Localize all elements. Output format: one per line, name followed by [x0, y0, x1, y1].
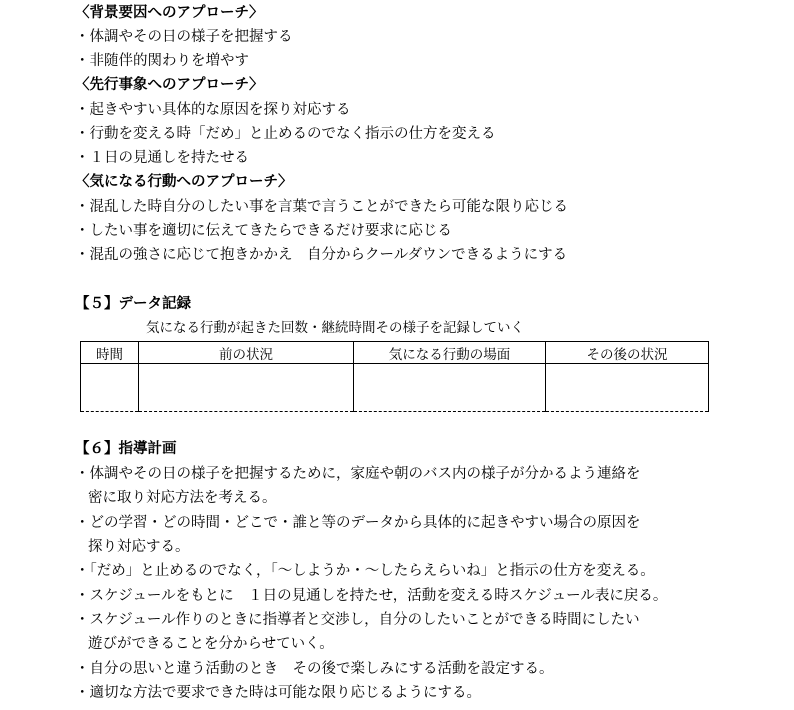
list-item: ・したい事を適切に伝えてきたらできるだけ要求に応じる: [75, 223, 452, 239]
section-heading-background: 〈背景要因へのアプローチ〉: [75, 5, 264, 21]
table-header-time: 時間: [81, 342, 139, 364]
section-heading-antecedent: 〈先行事象へのアプローチ〉: [75, 77, 264, 93]
table-header-before: 前の状況: [139, 342, 354, 364]
data-record-caption: 気になる行動が起きた回数・継続時間その様子を記録していく: [146, 320, 524, 336]
guidance-plan-heading: 【６】指導計画: [75, 441, 177, 457]
plan-line: ・スケジュールをもとに １日の見通しを持たせ，活動を変える時スケジュール表に戻る。: [75, 588, 668, 604]
list-item: ・行動を変える時「だめ」と止めるのでなく指示の仕方を変える: [75, 126, 496, 142]
plan-line: ・どの学習・どの時間・どこで・誰と等のデータから具体的に起きやすい場合の原因を: [75, 515, 641, 531]
table-row: [81, 364, 709, 412]
table-header-after: その後の状況: [546, 342, 709, 364]
plan-line: ・体調やその日の様子を把握するために，家庭や朝のバス内の様子が分かるよう連絡を: [75, 466, 641, 482]
plan-line: 探り対応する。: [88, 539, 190, 555]
data-record-table: [80, 341, 709, 412]
list-item: ・混乱の強さに応じて抱きかかえ 自分からクールダウンできるようにする: [75, 247, 568, 263]
plan-line: ・「だめ」と止めるのでなく，「～しようか・～したらえらいね」と指示の仕方を変える。: [75, 563, 655, 579]
plan-line: ・スケジュール作りのときに指導者と交渉し，自分のしたいことができる時間にしたい: [75, 612, 640, 628]
list-item: ・起きやすい具体的な原因を探り対応する: [75, 102, 351, 118]
table-header-scene: 気になる行動の場面: [354, 342, 546, 364]
plan-line: ・自分の思いと違う活動のとき その後で楽しみにする活動を設定する。: [75, 661, 554, 677]
data-record-heading: 【５】データ記録: [75, 296, 191, 312]
table-cell[interactable]: [139, 364, 354, 412]
list-item: ・体調やその日の様子を把握する: [75, 29, 293, 45]
list-item: ・１日の見通しを持たせる: [75, 150, 249, 166]
plan-line: 遊びができることを分からせていく。: [88, 636, 334, 652]
list-item: ・混乱した時自分のしたい事を言葉で言うことができたら可能な限り応じる: [75, 199, 568, 215]
list-item: ・非随伴的関わりを増やす: [75, 53, 249, 69]
table-header-row: [81, 342, 709, 364]
section-heading-behavior: 〈気になる行動へのアプローチ〉: [75, 174, 293, 190]
table-cell[interactable]: [354, 364, 546, 412]
table-cell[interactable]: [81, 364, 139, 412]
table-cell[interactable]: [546, 364, 709, 412]
plan-line: 密に取り対応方法を考える。: [88, 490, 277, 506]
plan-line: ・適切な方法で要求できた時は可能な限り応じるようにする。: [75, 685, 481, 701]
